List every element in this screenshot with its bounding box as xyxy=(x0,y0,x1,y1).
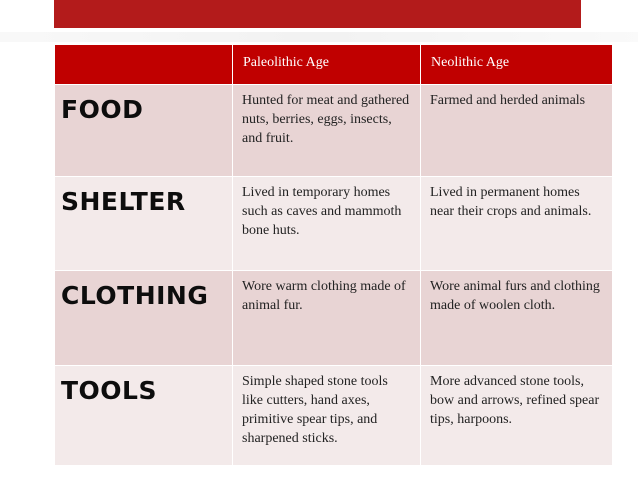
shelter-neolithic-cell: Lived in permanent homes near their crops and animals. xyxy=(421,177,613,271)
title-banner xyxy=(54,0,581,28)
header-neolithic: Neolithic Age xyxy=(421,45,613,85)
header-corner-cell xyxy=(55,45,233,85)
category-shelter: SHELTER xyxy=(55,177,233,271)
table-row xyxy=(55,85,613,177)
header-paleolithic: Paleolithic Age xyxy=(233,45,421,85)
clothing-paleolithic-cell: Wore warm clothing made of animal fur. xyxy=(233,271,421,366)
tools-paleolithic-cell: Simple shaped stone tools like cutters, hand axes, primitive spear tips, and sharpened sticks. xyxy=(233,366,421,466)
category-clothing: CLOTHING xyxy=(55,271,233,366)
clothing-neolithic-cell: Wore animal furs and clothing made of woolen cloth. xyxy=(421,271,613,366)
table-row xyxy=(55,271,613,366)
food-neolithic-cell: Farmed and herded animals xyxy=(421,85,613,177)
table-header-row xyxy=(55,45,613,85)
shelter-paleolithic-cell: Lived in temporary homes such as caves and mammoth bone huts. xyxy=(233,177,421,271)
category-tools: TOOLS xyxy=(55,366,233,466)
table-row xyxy=(55,366,613,466)
category-food: FOOD xyxy=(55,85,233,177)
faint-subtitle-strip xyxy=(0,32,638,42)
table-row xyxy=(55,177,613,271)
comparison-table xyxy=(54,44,613,466)
tools-neolithic-cell: More advanced stone tools, bow and arrows, refined spear tips, harpoons. xyxy=(421,366,613,466)
food-paleolithic-cell: Hunted for meat and gathered nuts, berries, eggs, insects, and fruit. xyxy=(233,85,421,177)
